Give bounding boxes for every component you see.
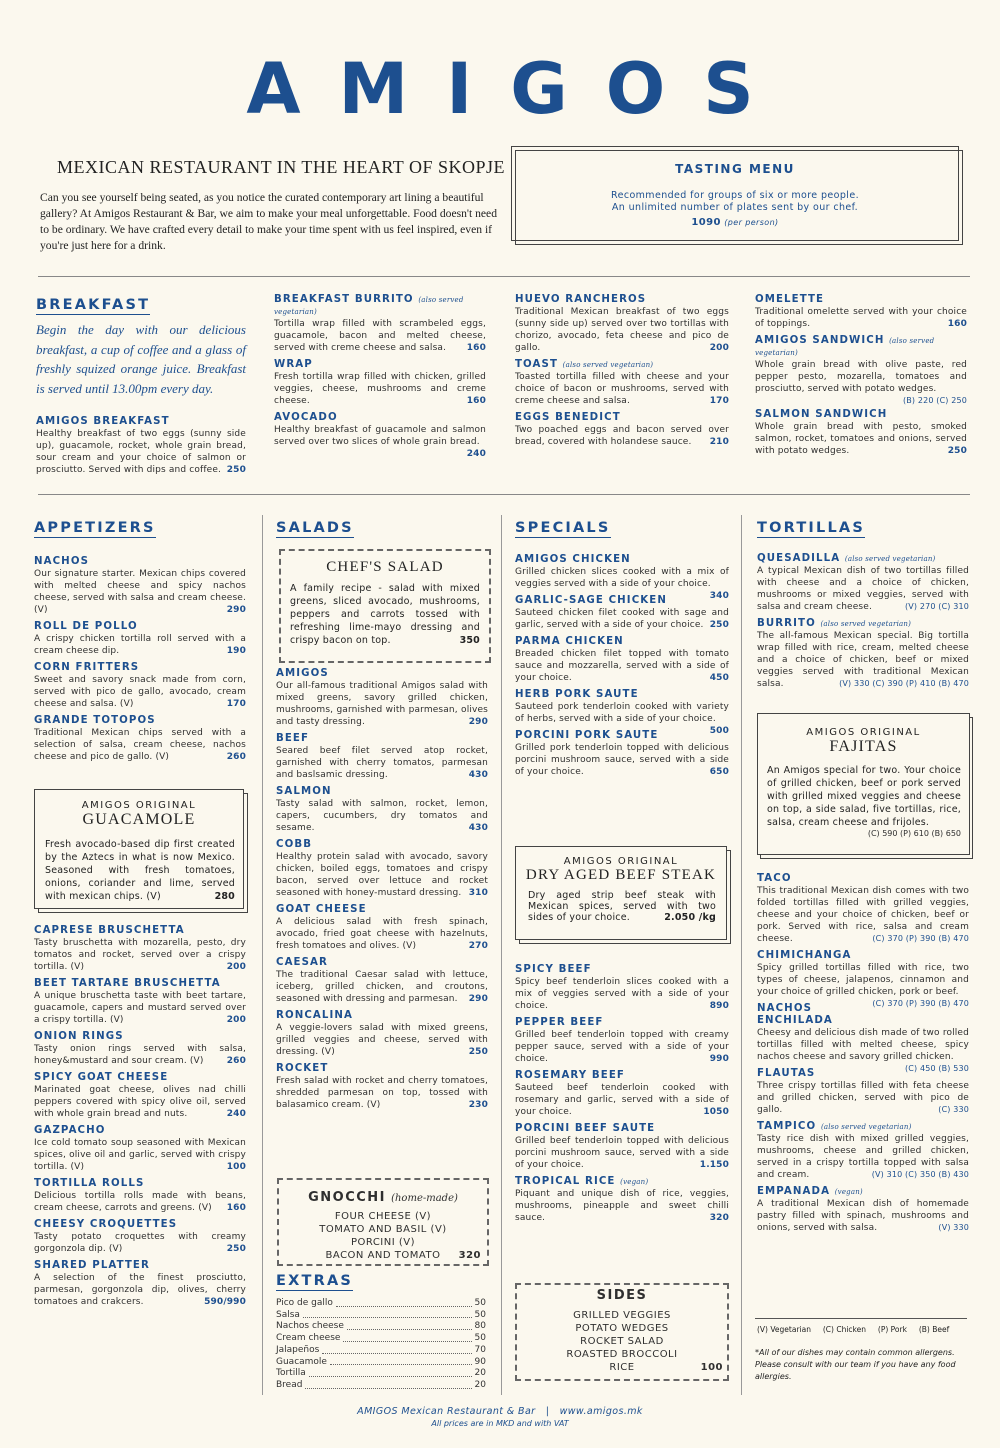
extras-price: 70	[474, 1344, 486, 1355]
section-title-extras: EXTRAS	[276, 1273, 354, 1289]
menu-item-price: 230	[468, 1100, 488, 1110]
column-divider	[501, 515, 502, 1395]
box-price: (C) 590 (P) 610 (B) 650	[867, 829, 961, 838]
menu-item-name: SALMON	[276, 786, 332, 797]
sides-box	[515, 1283, 729, 1381]
guacamole-box	[34, 789, 244, 909]
menu-item-desc: Piquant and unique dish of rice, veggies, mushrooms, pineapple and sweet chilli sauce.	[515, 1189, 729, 1223]
menu-item-name: CAESAR	[276, 957, 328, 968]
menu-item-price: 290	[468, 717, 488, 727]
box-price: 320	[458, 1250, 481, 1261]
menu-item-name: PORCINI BEEF SAUTE	[515, 1123, 656, 1134]
box-subtitle: AMIGOS ORIGINAL	[806, 727, 921, 738]
menu-item	[274, 294, 486, 354]
menu-item-note: (vegan)	[834, 1188, 863, 1196]
menu-item-desc: Grilled chicken slices cooked with a mix of veggies served with a side of your choice.	[515, 567, 729, 589]
menu-item-desc: Sweet and savory snack made from corn, served with pico de gallo, avocado, cream cheese and salsa. (V)	[34, 675, 246, 709]
menu-item-desc: Breaded chicken filet topped with tomato sauce and mozzarella, served with a side of your choice.	[515, 649, 729, 683]
menu-item	[34, 978, 246, 1026]
extras-row	[276, 1357, 486, 1369]
menu-item-desc: Grilled beef tenderloin topped with delicious porcini mushroom sauce, served with a side of your choice.	[515, 1136, 729, 1170]
appetizers-section	[34, 517, 246, 768]
restaurant-intro: Can you see yourself being seated, as you notice the curated contemporary art lining a beautiful gallery? At Amigos Restaurant & Bar, we aim to make your meal unforgettable. Food doesn't need to be ordinary. We have crafted every detail to make your time spent with us feel inspired, even if you're just here for a drink.	[40, 191, 498, 252]
gnocchi-option: BACON AND TOMATO	[325, 1250, 441, 1261]
menu-item-name: BURRITO	[757, 618, 816, 629]
menu-item	[34, 1072, 246, 1120]
menu-item-desc: Tasty bruschetta with mozarella, pesto, dry tomatos and rocket, served over a crispy tortilla. (V)	[34, 938, 246, 972]
menu-item-price: 240	[466, 449, 486, 459]
menu-item-desc: A typical Mexican dish of two tortillas filled with cheese and a choice of chicken, mushrooms or mixed veggies, served with salsa and cream cheese.	[757, 566, 969, 612]
menu-item-desc: Spicy grilled tortillas filled with rice, two types of cheese, jalapenos, cinnamon and your choice of grilled chicken, pork or beef.	[757, 963, 969, 997]
menu-item-price: 250	[468, 1047, 488, 1057]
menu-item	[757, 950, 969, 1008]
menu-item-note: (also served vegetarian)	[844, 555, 936, 563]
menu-item-price: (C) 450 (B) 530	[905, 1064, 969, 1073]
menu-item	[36, 416, 246, 476]
menu-item-name: ROCKET	[276, 1063, 329, 1074]
menu-item-desc: Toasted tortilla filled with cheese and your choice of bacon or mushrooms, served with creme cheese and salsa.	[515, 372, 729, 406]
menu-item-desc: Fresh tortilla wrap filled with chicken, grilled veggies, cheese, mushrooms and creme cheese.	[274, 372, 486, 406]
menu-item-price: 650	[709, 767, 729, 777]
menu-item-desc: Tasty rice dish with mixed grilled veggies, mushrooms, cheese and grilled chicken, served in a crispy tortilla topped with salsa and cream.	[757, 1134, 969, 1180]
menu-item-name: BEEF	[276, 733, 310, 744]
menu-item-desc: Traditional Mexican breakfast of two eggs (sunny side up) served over two tortillas with chorizo, avocado, feta cheese and pico de gallo.	[515, 307, 729, 353]
menu-item-desc: Healthy protein salad with avocado, savory chicken, boiled eggs, tomatoes and crispy bacon, served over lettuce and rocket seasoned with honey-mustard dressing.	[276, 852, 488, 898]
menu-item-name: SHARED PLATTER	[34, 1260, 150, 1271]
menu-item-desc: The all-famous Mexican special. Big tortilla wrap filled with rice, cream, melted cheese and a choice of chicken, beef or mixed veggies served with traditional Mexican salsa.	[757, 631, 969, 689]
menu-item-price: 290	[226, 605, 246, 615]
menu-item-name: CORN FRITTERS	[34, 662, 140, 673]
menu-item	[515, 294, 729, 354]
menu-item-name: NACHOS ENCHILADA	[757, 1003, 833, 1026]
menu-item-name: BEET TARTARE BRUSCHETTA	[34, 978, 221, 989]
menu-item-price: (B) 220 (C) 250	[903, 396, 967, 405]
menu-item-price: 160	[947, 319, 967, 329]
menu-item-price: (V) 270 (C) 310	[905, 602, 969, 611]
menu-item	[515, 636, 729, 684]
menu-item	[515, 595, 729, 631]
box-title: CHEF'S SALAD	[326, 559, 444, 575]
extras-row	[276, 1333, 486, 1345]
gnocchi-option: FOUR CHEESE (V)	[334, 1211, 432, 1222]
menu-item-price: (C) 370 (P) 390 (B) 470	[872, 934, 969, 943]
box-title: GUACAMOLE	[82, 811, 196, 828]
extras-name: Guacamole	[276, 1356, 327, 1367]
menu-item-name: AVOCADO	[274, 412, 338, 423]
menu-item-price: (C) 330	[938, 1105, 969, 1114]
box-note: (home-made)	[391, 1193, 458, 1204]
menu-item-name: TORTILLA ROLLS	[34, 1178, 145, 1189]
menu-item	[757, 1186, 969, 1234]
menu-item	[34, 1260, 246, 1308]
menu-item-name: COBB	[276, 839, 313, 850]
menu-item-desc: Fresh salad with rocket and cherry tomatoes, shredded parmesan on top, tossed with balasamico cream. (V)	[276, 1076, 488, 1110]
menu-item-price: 260	[226, 1056, 246, 1066]
menu-item	[515, 412, 729, 448]
box-subtitle: AMIGOS ORIGINAL	[81, 800, 197, 811]
box-price: 2.050 /kg	[664, 912, 716, 923]
menu-item-desc: The traditional Caesar salad with lettuce, iceberg, grilled chicken, and croutons, seasoned with dressing and parmesan.	[276, 970, 488, 1004]
gnocchi-option: TOMATO AND BASIL (V)	[319, 1224, 447, 1235]
menu-item-price: 210	[709, 437, 729, 447]
menu-item-price: 990	[709, 1054, 729, 1064]
menu-item-name: CHEESY CROQUETTES	[34, 1219, 178, 1230]
box-title: DRY AGED BEEF STEAK	[525, 867, 717, 883]
menu-item-desc: Tortilla wrap filled with scrambeled eggs, guacamole, bacon and melted cheese, served with creme cheese and salsa.	[274, 319, 486, 353]
menu-item-desc: Tasty potato croquettes with creamy gorgonzola dip. (V)	[34, 1232, 246, 1254]
menu-item-name: BREAKFAST BURRITO	[274, 294, 414, 305]
breakfast-intro: Begin the day with our delicious breakfast, a cup of coffee and a glass of freshly squized orange juice. Breakfast is served until 13.00pm every day.	[36, 322, 246, 396]
menu-item-price: 200	[226, 1015, 246, 1025]
extras-row	[276, 1298, 486, 1310]
menu-item-name: PORCINI PORK SAUTE	[515, 730, 659, 741]
menu-item	[34, 621, 246, 657]
menu-item-desc: This traditional Mexican dish comes with two folded tortillas filled with grilled veggies, cheese and your choice of chicken, beef or pork. Served with rice, salsa and cream cheese.	[757, 886, 969, 944]
extras-price: 50	[474, 1309, 486, 1320]
menu-item-name: SALMON SANDWICH	[755, 409, 888, 420]
menu-item	[276, 733, 488, 781]
menu-item-name: RONCALINA	[276, 1010, 353, 1021]
menu-item-desc: Traditional omelette served with your choice of toppings.	[755, 307, 967, 329]
menu-item-name: TAMPICO	[757, 1121, 817, 1132]
tasting-menu-price: 1090	[691, 217, 721, 228]
dietary-legend: (V) Vegetarian (C) Chicken (P) Pork (B) Beef	[757, 1325, 950, 1334]
menu-item-price: 1.150	[699, 1160, 729, 1170]
section-title-tortillas: TORTILLAS	[757, 520, 865, 536]
menu-item-price: 310	[468, 888, 488, 898]
menu-item-price: 590/990	[204, 1297, 246, 1307]
menu-item-price: 190	[226, 646, 246, 656]
salads-list	[276, 668, 488, 1116]
side-option: POTATO WEDGES	[575, 1323, 669, 1334]
menu-item-name: TACO	[757, 873, 792, 884]
divider	[38, 276, 970, 277]
column-divider	[741, 515, 742, 1395]
extras-row	[276, 1321, 486, 1333]
side-option: ROCKET SALAD	[580, 1336, 664, 1347]
menu-item-desc: Spicy beef tenderloin slices cooked with a mix of veggies served with a side of your choice.	[515, 977, 729, 1011]
menu-item-price: 250	[709, 620, 729, 630]
section-title-appetizers: APPETIZERS	[34, 520, 156, 536]
chefs-salad-box	[279, 549, 491, 663]
extras-price: 50	[474, 1298, 486, 1308]
fajitas-box	[757, 713, 970, 855]
menu-item-note: (vegan)	[620, 1178, 649, 1186]
menu-item-price: 450	[709, 673, 729, 683]
box-title: FAJITAS	[829, 738, 898, 755]
menu-item-note: (also served vegetarian)	[562, 361, 654, 369]
steak-box	[515, 846, 727, 940]
menu-item-desc: A delicious salad with fresh spinach, avocado, fried goat cheese with hazelnuts, fresh tomatoes and olives. (V)	[276, 917, 488, 951]
breakfast-column-2	[274, 294, 486, 460]
breakfast-section	[36, 294, 246, 481]
menu-item-desc: Our signature starter. Mexican chips covered with melted cheese and spicy nachos cheese, served with salsa and cream cheese. (V)	[34, 569, 246, 615]
menu-item-desc: Sauteed chicken filet cooked with sage and garlic, served with a side of your choice.	[515, 608, 729, 630]
menu-item	[34, 556, 246, 616]
menu-item	[276, 786, 488, 834]
specials-list-2	[515, 964, 729, 1229]
menu-item	[274, 412, 486, 459]
menu-item	[276, 1063, 488, 1111]
section-title-specials: SPECIALS	[515, 520, 611, 536]
extras-price: 20	[474, 1368, 486, 1379]
menu-item-desc: Our all-famous traditional Amigos salad with mixed greens, savory grilled chicken, mushrooms, garnished with parmesan, olives and tasty dressing.	[276, 681, 488, 727]
restaurant-subtitle: MEXICAN RESTAURANT IN THE HEART OF SKOPJE	[57, 157, 506, 177]
menu-item-price: 430	[468, 823, 488, 833]
menu-item-desc: Cheesy and delicious dish made of two rolled tortillas filled with melted cheese, spicy nachos cheese and savory grilled chicken.	[757, 1028, 969, 1062]
extras-name: Cream cheese	[276, 1333, 341, 1344]
menu-item-desc: Traditional Mexican chips served with a selection of salsa, cream cheese, nachos cheese and pico de gallo. (V)	[34, 728, 246, 762]
menu-item	[515, 964, 729, 1012]
gnocchi-box	[277, 1178, 489, 1266]
menu-item-price: 160	[466, 343, 486, 353]
salads-section	[276, 517, 488, 538]
menu-item-price: 100	[226, 1162, 246, 1172]
extras-row	[276, 1380, 486, 1392]
tortillas-list-2	[757, 873, 969, 1239]
menu-item	[34, 662, 246, 710]
menu-item-name: AMIGOS BREAKFAST	[36, 416, 170, 427]
box-price: 350	[459, 635, 480, 646]
box-title: GNOCCHI	[308, 1190, 386, 1205]
extras-price: 80	[474, 1321, 486, 1332]
menu-item-name: OMELETTE	[755, 294, 825, 305]
menu-item	[276, 1010, 488, 1058]
menu-item-name: TROPICAL RICE	[515, 1176, 616, 1187]
restaurant-logo: AMIGOS	[246, 48, 792, 130]
menu-item	[757, 1003, 969, 1073]
extras-name: Jalapeños	[276, 1344, 320, 1355]
menu-item	[276, 839, 488, 899]
menu-item	[515, 359, 729, 407]
menu-item-note: (also served vegetarian)	[755, 337, 935, 357]
menu-item	[757, 1121, 969, 1181]
menu-item-desc: Whole grain bread with pesto, smoked salmon, rocket, tomatoes and onions, served with potato wedges.	[755, 422, 967, 456]
gnocchi-option: PORCINI (V)	[350, 1237, 416, 1248]
menu-item-desc: Healthy breakfast of guacamole and salmon served over two slices of whole grain bread.	[274, 425, 486, 447]
menu-item-price: (V) 330 (C) 390 (P) 410 (B) 470	[839, 679, 969, 688]
menu-item-desc: Sauteed pork tenderloin cooked with variety of herbs, served with a side of your choice.	[515, 702, 729, 724]
menu-item-price: 270	[468, 941, 488, 951]
menu-item-name: EMPANADA	[757, 1186, 831, 1197]
menu-item-name: TOAST	[515, 359, 559, 370]
tortillas-section	[757, 517, 969, 695]
menu-item-name: PEPPER BEEF	[515, 1017, 604, 1028]
menu-item-desc: Healthy breakfast of two eggs (sunny side up), guacamole, rocket, whole grain bread, sour cream and your choice of salmon or prosciutto. Served with dips and coffee.	[36, 429, 246, 475]
menu-item	[757, 1068, 969, 1116]
menu-item-note: (also served vegetarian)	[820, 620, 912, 628]
menu-item-price: 320	[709, 1213, 729, 1223]
menu-item-price: 200	[709, 343, 729, 353]
menu-item	[34, 1178, 246, 1214]
menu-item	[276, 957, 488, 1005]
menu-item	[757, 553, 969, 613]
menu-item-price: 250	[226, 465, 246, 475]
tasting-menu-box	[511, 146, 959, 241]
menu-item-desc: Three crispy tortillas filled with feta cheese and grilled chicken, served with pico de gallo.	[757, 1081, 969, 1115]
menu-item-name: AMIGOS CHICKEN	[515, 554, 631, 565]
menu-item-price: 240	[226, 1109, 246, 1119]
menu-item-name: GAZPACHO	[34, 1125, 106, 1136]
menu-item-name: AMIGOS	[276, 668, 329, 679]
extras-row	[276, 1368, 486, 1380]
menu-item-price: 260	[226, 752, 246, 762]
menu-item-price: 500	[709, 726, 729, 736]
footer-price-note: All prices are in MKD and with VAT	[431, 1419, 569, 1428]
menu-item-name: WRAP	[274, 359, 313, 370]
menu-item-price: 250	[226, 1244, 246, 1254]
menu-item-name: CHIMICHANGA	[757, 950, 852, 961]
extras-price: 90	[474, 1356, 486, 1367]
menu-item	[274, 359, 486, 407]
menu-item-price: 890	[709, 1001, 729, 1011]
menu-item	[515, 1176, 729, 1224]
extras-name: Salsa	[276, 1309, 300, 1320]
specials-section	[515, 517, 729, 783]
box-subtitle: AMIGOS ORIGINAL	[563, 856, 679, 867]
side-option: RICE	[609, 1362, 635, 1373]
menu-item	[34, 715, 246, 763]
side-option: GRILLED VEGGIES	[573, 1310, 671, 1321]
menu-item-name: FLAUTAS	[757, 1068, 816, 1079]
extras-section	[276, 1270, 486, 1392]
menu-item-desc: Grilled pork tenderloin topped with delicious porcini mushroom sauce, served with a side of your choice.	[515, 743, 729, 777]
menu-item-desc: Seared beef filet served atop rocket, garnished with cherry tomatos, parmesan and baslsamic dressing.	[276, 746, 488, 780]
menu-item-name: EGGS BENEDICT	[515, 412, 621, 423]
menu-item-note: (also served vegetarian)	[274, 296, 464, 316]
menu-item-name: PARMA CHICKEN	[515, 636, 624, 647]
menu-item-desc: A unique bruschetta taste with beet tartare, guacamole, capers and mustard served over a crispy tortilla. (V)	[34, 991, 246, 1025]
menu-item	[276, 904, 488, 952]
menu-item	[515, 730, 729, 778]
menu-item-name: HUEVO RANCHEROS	[515, 294, 647, 305]
menu-item	[34, 1219, 246, 1255]
extras-name: Pico de gallo	[276, 1298, 333, 1308]
tasting-menu-per: (per person)	[724, 218, 779, 227]
menu-item-price: 430	[468, 770, 488, 780]
footer-line: AMIGOS Mexican Restaurant & Bar | www.amigos.mk	[357, 1406, 643, 1417]
box-desc: A family recipe - salad with mixed greens, sliced avocado, mushrooms, peppers and carrots tossed with refreshing lime-mayo dressing and crispy bacon on top.	[290, 583, 480, 646]
menu-item-price: 200	[226, 962, 246, 972]
menu-item	[755, 409, 967, 457]
menu-item	[757, 618, 969, 690]
extras-row	[276, 1310, 486, 1322]
menu-item	[515, 1070, 729, 1118]
tasting-menu-line: Recommended for groups of six or more people.	[611, 190, 859, 201]
menu-item	[757, 873, 969, 945]
extras-name: Tortilla	[276, 1368, 306, 1379]
menu-item-desc: A crispy chicken tortilla roll served with a cream cheese dip.	[34, 634, 246, 656]
menu-item-price: (V) 330	[938, 1223, 969, 1232]
breakfast-column-4	[755, 294, 967, 462]
box-desc: Fresh avocado-based dip first created by the Aztecs in what is now Mexico. Seasoned with fresh tomatoes, onions, coriander and lime, served with mexican chips. (V)	[45, 839, 235, 902]
box-desc: Dry aged strip beef steak with Mexican spices, served with two sides of your choice.	[528, 890, 716, 923]
menu-item-price: 250	[947, 446, 967, 456]
extras-price: 20	[474, 1379, 486, 1390]
extras-name: Bread	[276, 1379, 303, 1390]
menu-item-desc: Two poached eggs and bacon served over bread, covered with holandese sauce.	[515, 425, 729, 447]
menu-item-price: 160	[226, 1203, 246, 1213]
tasting-menu-title: TASTING MENU	[675, 162, 795, 176]
side-option: ROASTED BROCCOLI	[566, 1349, 678, 1360]
menu-item-name: ROSEMARY BEEF	[515, 1070, 625, 1081]
menu-item-price: 1050	[703, 1107, 729, 1117]
menu-item-name: NACHOS	[34, 556, 90, 567]
menu-item-desc: A selection of the finest prosciutto, parmesan, gorgonzola dip, olives, cherry tomatoes and crakcers.	[34, 1273, 246, 1307]
menu-item-price: 290	[468, 994, 488, 1004]
menu-item-note: (also served vegetarian)	[820, 1123, 912, 1131]
menu-item-price: (V) 310 (C) 350 (B) 430	[871, 1170, 969, 1179]
box-price: 100	[700, 1362, 723, 1373]
menu-item-desc: Sauteed beef tenderloin cooked with rosemary and garlic, served with a side of your choice.	[515, 1083, 729, 1117]
menu-item-desc: Delicious tortilla rolls made with beans, cream cheese, carrots and greens. (V)	[34, 1191, 246, 1213]
box-desc: An Amigos special for two. Your choice of grilled chicken, beef or pork served with grilled mixed veggies and cheese on top, a side salad, five tortillas, rice, salsa, cream cheese and frijoles.	[767, 765, 961, 828]
menu-item-name: GOAT CHEESE	[276, 904, 367, 915]
menu-item-desc: A traditional Mexican dish of homemade pastry filled with spinach, mushrooms and onions, served with salsa.	[757, 1199, 969, 1233]
menu-item-desc: A veggie-lovers salad with mixed greens, grilled veggies and cheese, served with dressing. (V)	[276, 1023, 488, 1057]
menu-item	[515, 1017, 729, 1065]
breakfast-column-3	[515, 294, 729, 453]
menu-item-desc: Tasty onion rings served with salsa, honey&mustard and sour cream. (V)	[34, 1044, 246, 1066]
menu-item-name: AMIGOS SANDWICH	[755, 335, 885, 346]
menu-item-price: 340	[709, 591, 729, 601]
menu-item-name: QUESADILLA	[757, 553, 841, 564]
menu-item-name: ONION RINGS	[34, 1031, 124, 1042]
menu-item-price: 160	[466, 396, 486, 406]
menu-item	[34, 1031, 246, 1067]
menu-item	[515, 1123, 729, 1171]
menu-item	[755, 294, 967, 330]
menu-item-desc: Grilled beef tenderloin topped with creamy pepper sauce, served with a side of your choice.	[515, 1030, 729, 1064]
menu-item-name: SPICY BEEF	[515, 964, 592, 975]
menu-item-name: GRANDE TOTOPOS	[34, 715, 156, 726]
menu-item-desc: Marinated goat cheese, olives nad chilli peppers covered with spicy olive oil, served with whole grain bread and nuts.	[34, 1085, 246, 1119]
tasting-menu-line: An unlimited number of plates sent by our chef.	[611, 202, 859, 213]
menu-item-desc: Ice cold tomato soup seasoned with Mexican spices, olive oil and garlic, served with crispy tortilla. (V)	[34, 1138, 246, 1172]
column-divider	[262, 515, 263, 1395]
menu-item-name: GARLIC-SAGE CHICKEN	[515, 595, 667, 606]
menu-item-price: 170	[226, 699, 246, 709]
menu-item	[34, 1125, 246, 1173]
menu-item	[34, 925, 246, 973]
legend-divider	[755, 1318, 967, 1319]
box-title: SIDES	[596, 1288, 648, 1303]
menu-item-name: HERB PORK SAUTE	[515, 689, 639, 700]
menu-item-price: 170	[709, 396, 729, 406]
allergen-note: *All of our dishes may contain common allergens. Please consult with our team if you have any food allergies.	[755, 1348, 956, 1381]
box-price: 280	[214, 891, 235, 902]
menu-item-name: CAPRESE BRUSCHETTA	[34, 925, 185, 936]
menu-item	[276, 668, 488, 728]
menu-item-desc: Whole grain bread with olive paste, red pepper pesto, mozarella, tomatoes and prosciutto, served with potato wedges.	[755, 360, 967, 394]
extras-name: Nachos cheese	[276, 1321, 344, 1332]
menu-item-price: (C) 370 (P) 390 (B) 470	[872, 999, 969, 1008]
appetizers-list-2	[34, 925, 246, 1313]
extras-row	[276, 1345, 486, 1357]
menu-item-name: SPICY GOAT CHEESE	[34, 1072, 169, 1083]
section-title-salads: SALADS	[276, 520, 354, 536]
menu-item	[755, 335, 967, 405]
menu-item-name: ROLL DE POLLO	[34, 621, 138, 632]
section-title-breakfast: BREAKFAST	[36, 297, 151, 313]
divider	[38, 494, 970, 495]
extras-price: 50	[474, 1333, 486, 1344]
menu-item-desc: Tasty salad with salmon, rocket, lemon, capers, cucumbers, dry tomatos and sesame.	[276, 799, 488, 833]
